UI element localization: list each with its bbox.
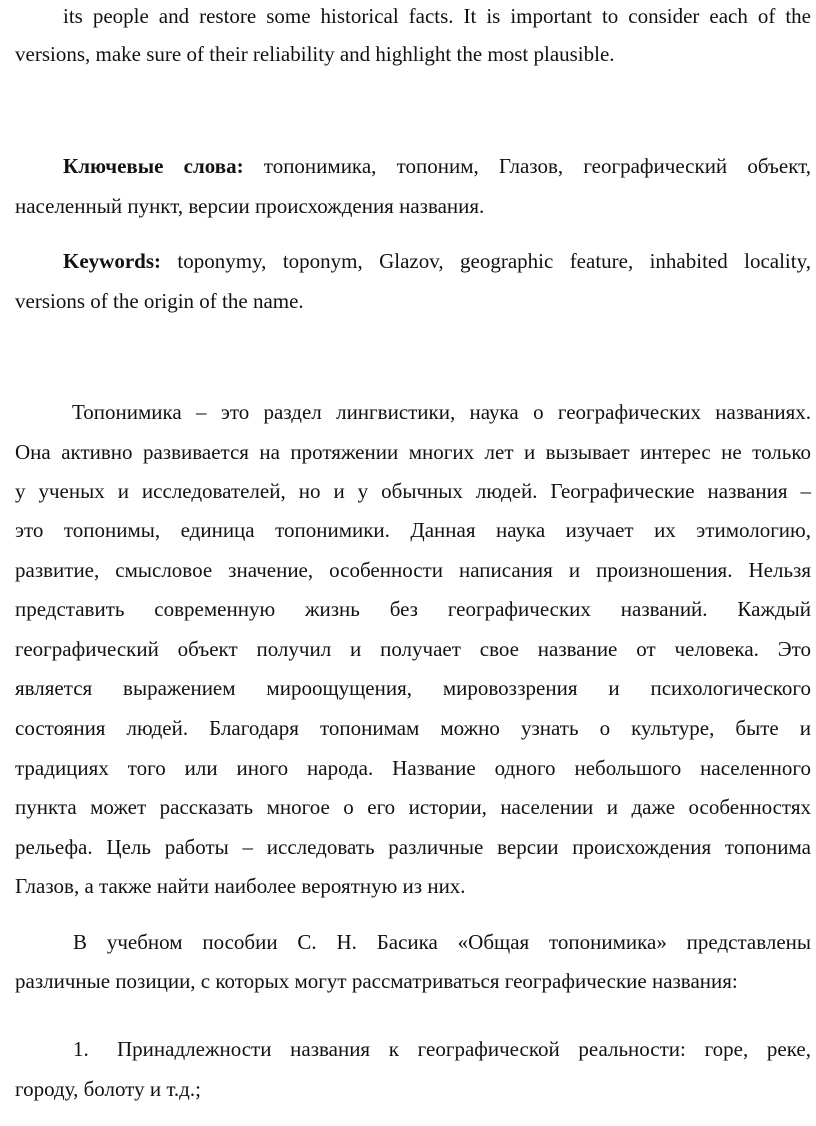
paragraph-line: Глазов, а также найти наиболее вероятную из них. bbox=[15, 874, 466, 898]
paragraph-line: представить современную жизнь без географических названий. Каждый bbox=[15, 597, 811, 621]
paragraph-line: В учебном пособии С. Н. Басика «Общая топонимика» представлены bbox=[73, 930, 811, 954]
paragraph-line: состояния людей. Благодаря топонимам можно узнать о культуре, быте и bbox=[15, 716, 811, 740]
paragraph-line: это топонимы, единица топонимики. Данная наука изучает их этимологию, bbox=[15, 518, 811, 542]
paragraph-line: развитие, смысловое значение, особенности написания и произношения. Нельзя bbox=[15, 558, 811, 582]
list-item-number: 1. bbox=[73, 1037, 89, 1061]
paragraph-line: традициях того или иного народа. Название одного небольшого населенного bbox=[15, 756, 811, 780]
paragraph-line: Топонимика – это раздел лингвистики, наука о географических названиях. bbox=[72, 400, 811, 424]
keywords-ru-line bbox=[15, 148, 811, 186]
list-item-text: Принадлежности названия к географической реальности: горе, реке, bbox=[117, 1037, 811, 1061]
keywords-en-line bbox=[15, 243, 811, 281]
paragraph-line: различные позиции, с которых могут рассматриваться географические названия: bbox=[15, 969, 738, 993]
keywords-ru-line: населенный пункт, версии происхождения названия. bbox=[15, 194, 485, 218]
paragraph-line: у ученых и исследователей, но и у обычных людей. Географические названия – bbox=[15, 479, 811, 503]
keywords-ru-label: Ключевые слова: bbox=[63, 154, 244, 178]
list-item-line: городу, болоту и т.д.; bbox=[15, 1077, 201, 1101]
keywords-en-line: versions of the origin of the name. bbox=[15, 289, 304, 313]
paragraph-line: является выражением мироощущения, мировоззрения и психологического bbox=[15, 676, 811, 700]
abstract-line: its people and restore some historical facts. It is important to consider each of the bbox=[63, 4, 811, 28]
keywords-en-text: toponymy, toponym, Glazov, geographic feature, inhabited locality, bbox=[161, 249, 811, 273]
paragraph-line: пункта может рассказать многое о его истории, населении и даже особенностях bbox=[15, 795, 811, 819]
abstract-line: versions, make sure of their reliability and highlight the most plausible. bbox=[15, 42, 615, 66]
list-item-line bbox=[73, 1031, 811, 1069]
paragraph-line: рельефа. Цель работы – исследовать различные версии происхождения топонима bbox=[15, 835, 811, 859]
keywords-ru-text: топонимика, топоним, Глазов, географический объект, bbox=[243, 154, 811, 178]
paragraph-line: географический объект получил и получает свое название от человека. Это bbox=[15, 637, 811, 661]
paragraph-line: Она активно развивается на протяжении многих лет и вызывает интерес не только bbox=[15, 440, 811, 464]
keywords-en-label: Keywords: bbox=[63, 249, 161, 273]
